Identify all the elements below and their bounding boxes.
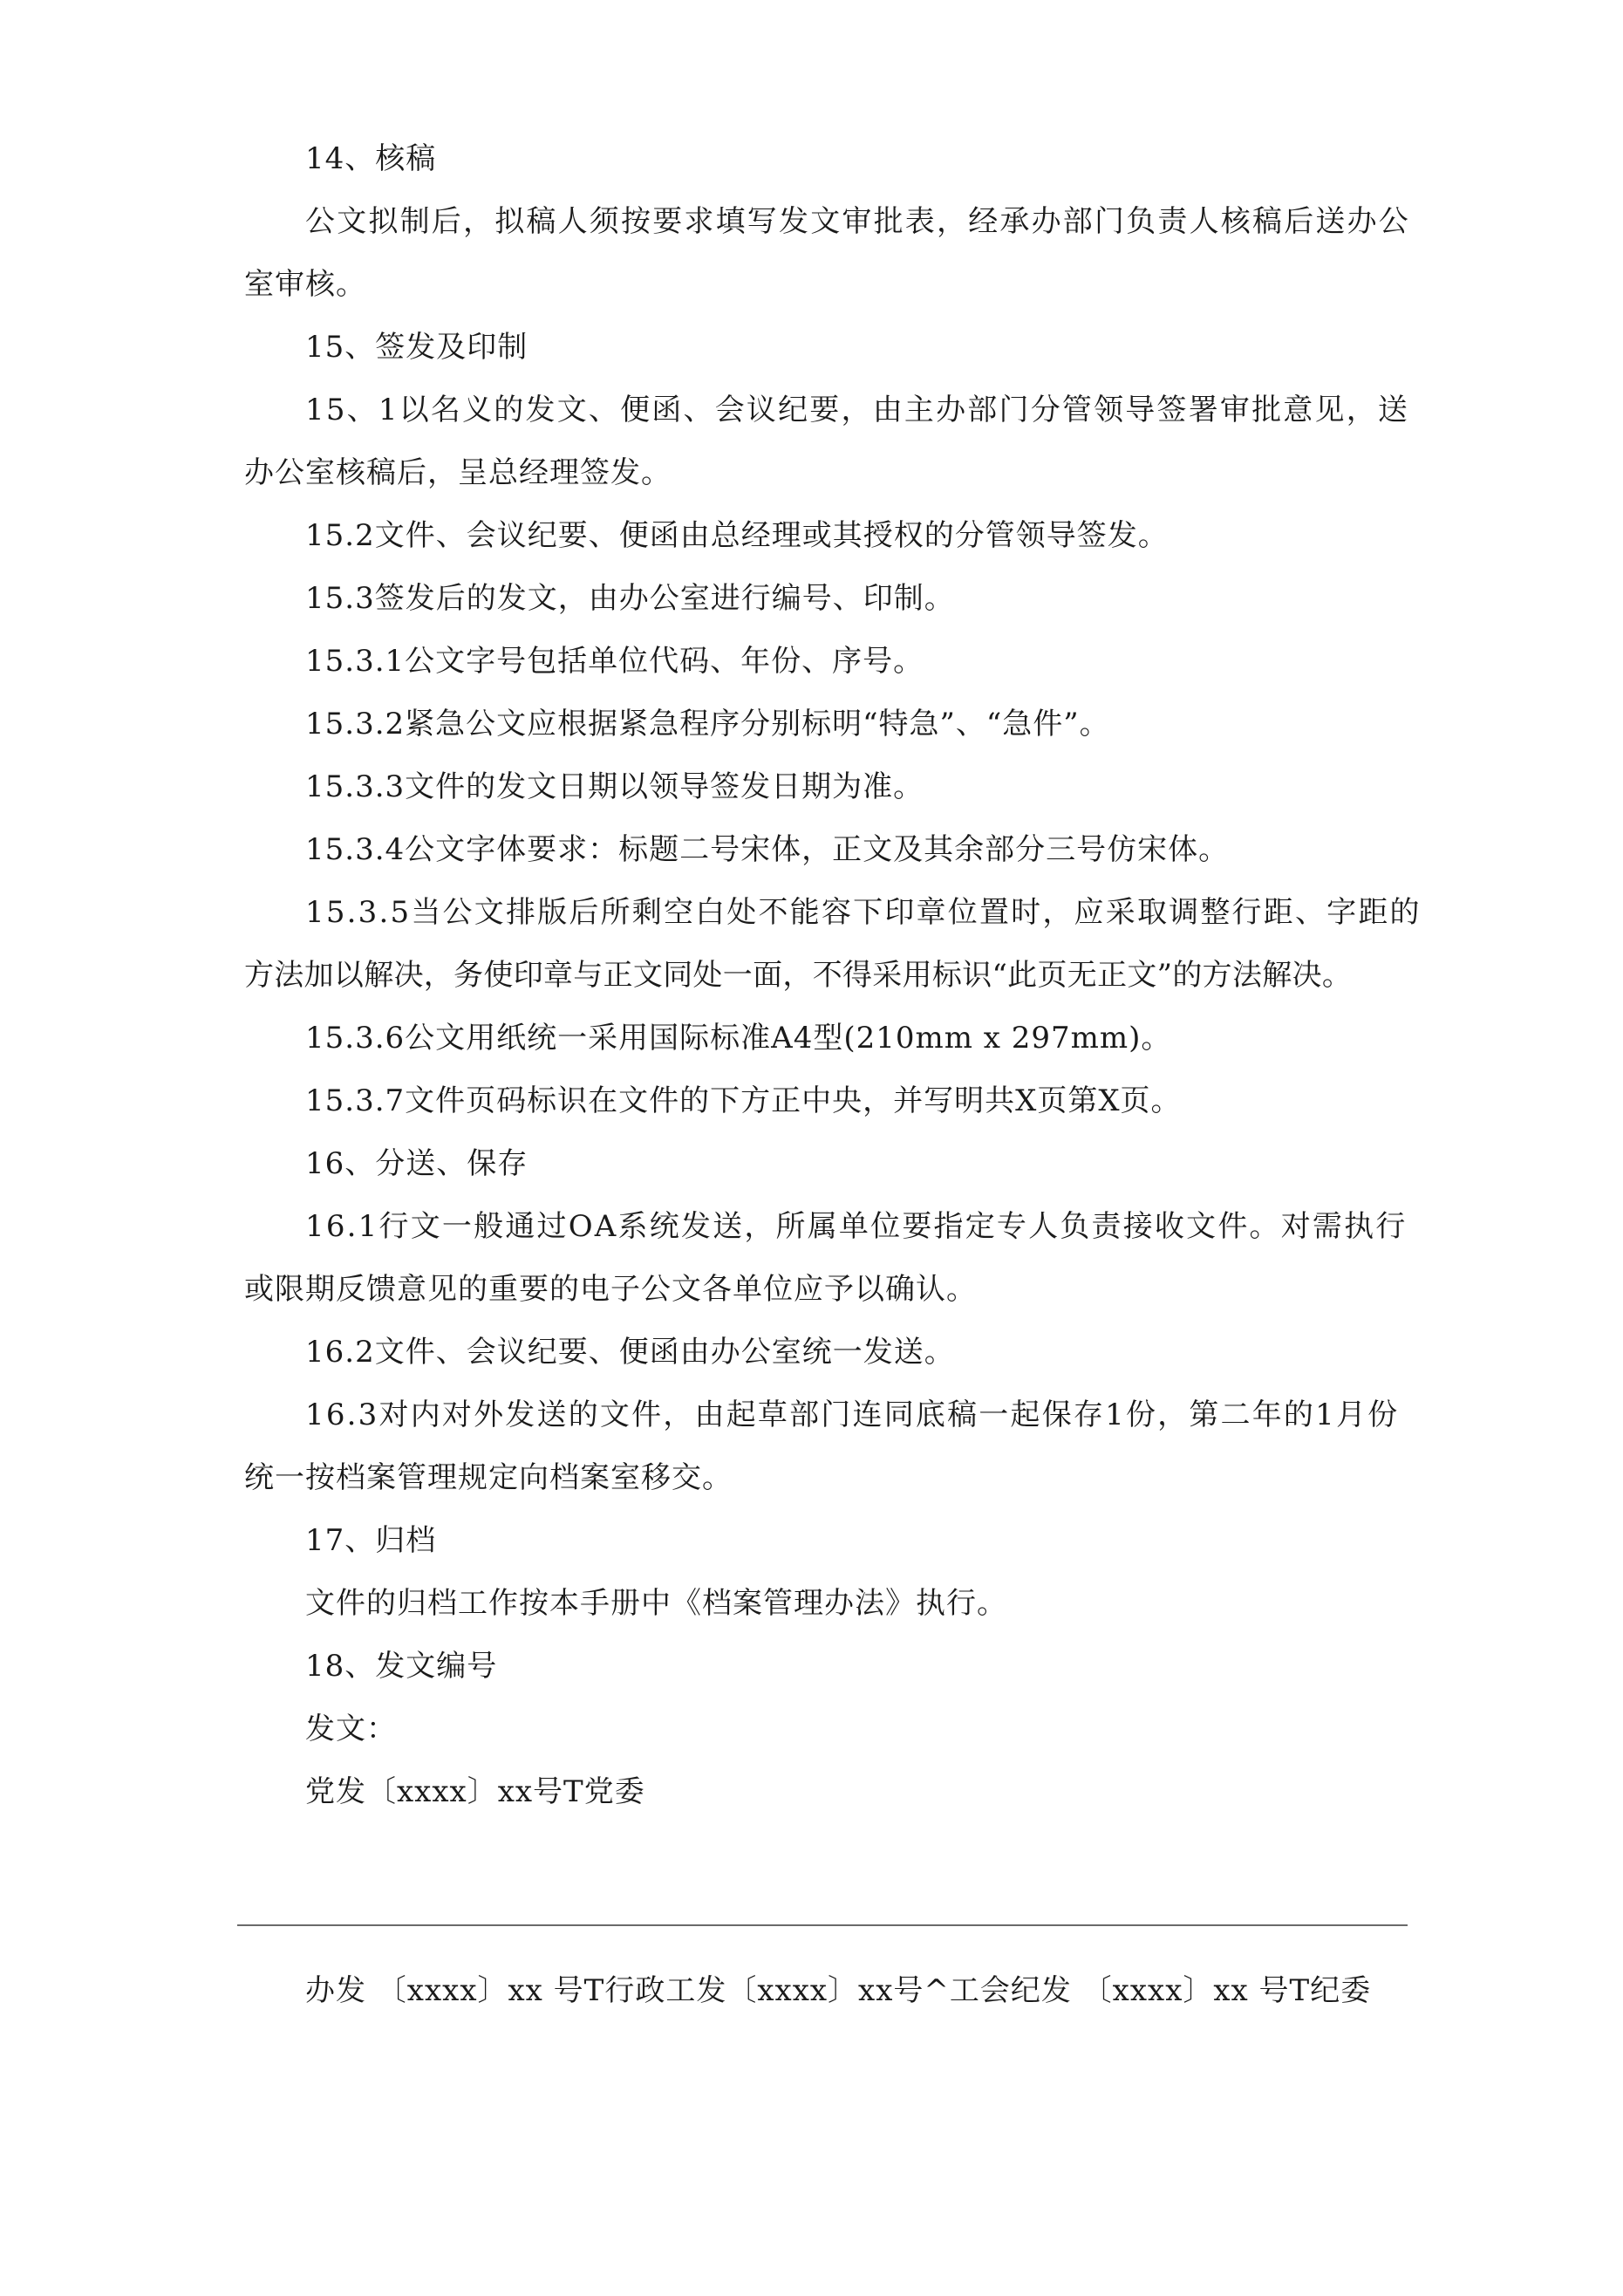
heading-18: 18、发文编号 [305,1649,498,1684]
paragraph-line: 15.3.4公文字体要求：标题二号宋体，正文及其余部分三号仿宋体。 [305,832,1230,867]
paragraph-line: 发文： [305,1712,397,1746]
paragraph-line: 15.3.5当公文排版后所剩空白处不能容下印章位置时，应采取调整行距、字距的 [305,895,1422,930]
horizontal-divider [237,1924,1408,1926]
paragraph-line: 文件的归档工作按本手册中《档案管理办法》执行。 [305,1586,1007,1621]
paragraph-line: 办公室核稿后，呈总经理签发。 [244,455,672,490]
paragraph-line: 15.3.6公文用纸统一采用国际标准A4型(210mm x 297mm)。 [305,1021,1172,1056]
heading-15: 15、签发及印制 [305,330,528,365]
paragraph-line: 16.1行文一般通过OA系统发送，所属单位要指定专人负责接收文件。对需执行 [305,1209,1408,1244]
heading-17: 17、归档 [305,1523,437,1558]
paragraph-line: 或限期反馈意见的重要的电子公文各单位应予以确认。 [244,1272,977,1307]
paragraph-line: 15.3签发后的发文，由办公室进行编号、印制。 [305,581,955,616]
heading-14: 14、核稿 [305,141,437,176]
paragraph-line: 室审核。 [244,267,366,302]
paragraph-line: 公文拟制后，拟稿人须按要求填写发文审批表，经承办部门负责人核稿后送办公 [305,204,1410,239]
paragraph-line: 15.3.1公文字号包括单位代码、年份、序号。 [305,644,924,679]
paragraph-line: 方法加以解决，务使印章与正文同处一面，不得采用标识“此页无正文”的方法解决。 [244,958,1353,993]
paragraph-line: 15.3.2紧急公文应根据紧急程序分别标明“特急”、“急件”。 [305,707,1110,741]
paragraph-line: 15、1以名义的发文、便函、会议纪要，由主办部门分管领导签署审批意见，送 [305,393,1410,427]
paragraph-line: 党发〔xxxx〕xx号T党委 [305,1774,645,1809]
paragraph-line: 16.3对内对外发送的文件，由起草部门连同底稿一起保存1份，第二年的1月份 [305,1397,1400,1432]
heading-16: 16、分送、保存 [305,1146,528,1181]
paragraph-line: 15.3.3文件的发文日期以领导签发日期为准。 [305,769,924,804]
paragraph-line: 16.2文件、会议纪要、便函由办公室统一发送。 [305,1335,955,1370]
paragraph-line: 办发 〔xxxx〕xx 号T行政工发〔xxxx〕xx号^工会纪发 〔xxxx〕xx 号T纪委 [305,1973,1372,2008]
paragraph-line: 统一按档案管理规定向档案室移交。 [244,1460,733,1495]
paragraph-line: 15.3.7文件页码标识在文件的下方正中央，并写明共X页第X页。 [305,1083,1182,1118]
paragraph-line: 15.2文件、会议纪要、便函由总经理或其授权的分管领导签发。 [305,518,1169,553]
